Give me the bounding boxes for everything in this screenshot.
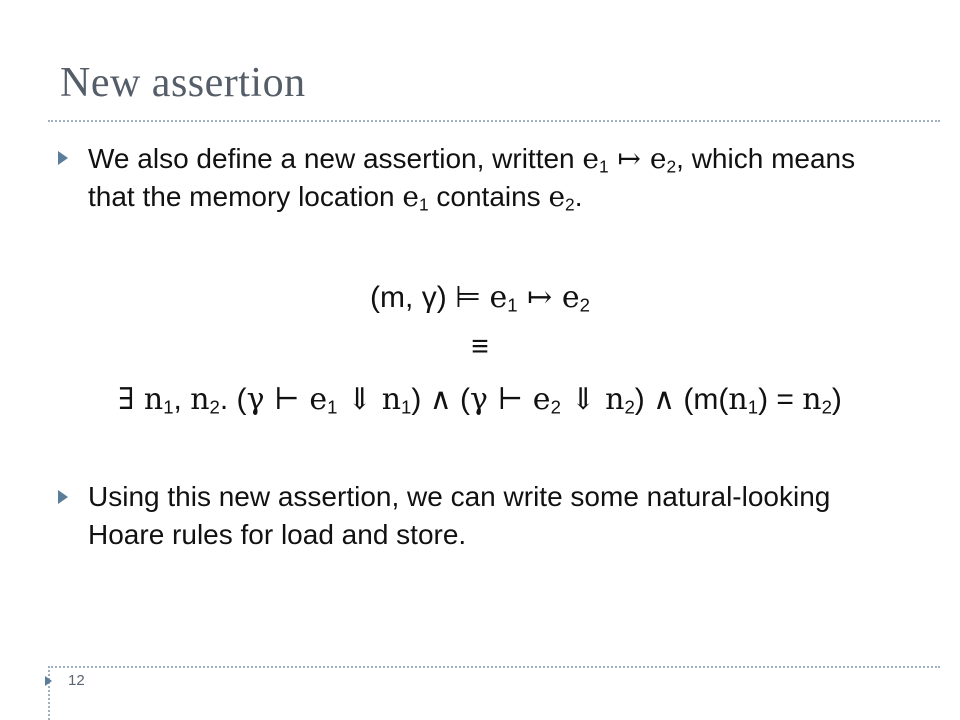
- subscript-2: 2: [209, 396, 220, 418]
- page-number: 12: [68, 672, 85, 689]
- var-e: e: [582, 142, 599, 175]
- bullet-1-text: [88, 140, 888, 216]
- bullet-arrow-icon: [58, 151, 68, 165]
- subscript-2: 2: [624, 396, 635, 418]
- subscript-1: 1: [401, 396, 412, 418]
- var-e: e: [309, 382, 328, 417]
- bullet-arrow-icon: [58, 490, 68, 504]
- subscript-1: 1: [747, 396, 759, 418]
- and-connective: ) ∧ (: [411, 383, 470, 416]
- subscript-1: 1: [163, 396, 174, 418]
- close-paren: ): [831, 383, 842, 416]
- subscript-2: 2: [821, 396, 832, 418]
- gamma-turnstile: γ ⊢: [469, 382, 533, 417]
- var-e: e: [489, 280, 508, 315]
- gamma-turnstile: γ ⊢: [246, 382, 310, 417]
- var-e: e: [532, 382, 551, 417]
- equiv-symbol: ≡: [471, 330, 489, 363]
- subscript-1: 1: [327, 396, 338, 418]
- bullet-1-part-4: .: [574, 181, 583, 212]
- bullet-1-part-3: contains: [428, 181, 549, 212]
- var-n: n: [143, 382, 164, 417]
- exists-symbol: ∃: [118, 382, 144, 417]
- formula-line-3: [0, 382, 960, 417]
- footer-vertical-rule: [48, 666, 50, 720]
- subscript-1: 1: [418, 194, 429, 215]
- var-n: n: [605, 382, 625, 417]
- subscript-2: 2: [550, 396, 561, 418]
- var-e: e: [561, 280, 580, 315]
- mapsto-symbol: ↦: [517, 280, 562, 315]
- bullet-1-part-1: We also define a new assertion, written: [88, 143, 583, 174]
- var-n: n: [381, 382, 402, 417]
- evaluates-arrow: ⇓: [337, 382, 382, 417]
- var-e: e: [402, 180, 419, 213]
- formula-lhs: (m, γ) ⊨: [370, 281, 490, 314]
- subscript-1: 1: [598, 156, 609, 177]
- var-n: n: [190, 382, 210, 417]
- var-n: n: [728, 382, 748, 417]
- mapsto-symbol: ↦: [608, 142, 650, 175]
- subscript-2: 2: [565, 194, 575, 215]
- subscript-2: 2: [666, 156, 677, 177]
- subscript-1: 1: [507, 294, 518, 316]
- title-divider: [48, 120, 940, 122]
- comma: ,: [173, 383, 191, 416]
- var-e: e: [548, 180, 566, 213]
- bullet-1-part-2: , which means that the memory location: [88, 143, 856, 212]
- dot-open: . (: [219, 383, 247, 416]
- equals: ) =: [758, 383, 803, 416]
- var-e: e: [649, 142, 667, 175]
- evaluates-arrow: ⇓: [560, 382, 606, 417]
- footer-arrow-icon: [45, 676, 52, 686]
- var-n: n: [802, 382, 822, 417]
- slide-title: New assertion: [60, 60, 306, 106]
- formula-line-1: [0, 280, 960, 315]
- and-connective-m: ) ∧ (m(: [634, 383, 729, 416]
- subscript-2: 2: [579, 294, 590, 316]
- bullet-2-text: Using this new assertion, we can write some natural-looking Hoare rules for load and store.: [88, 481, 831, 550]
- footer-divider: [48, 666, 940, 668]
